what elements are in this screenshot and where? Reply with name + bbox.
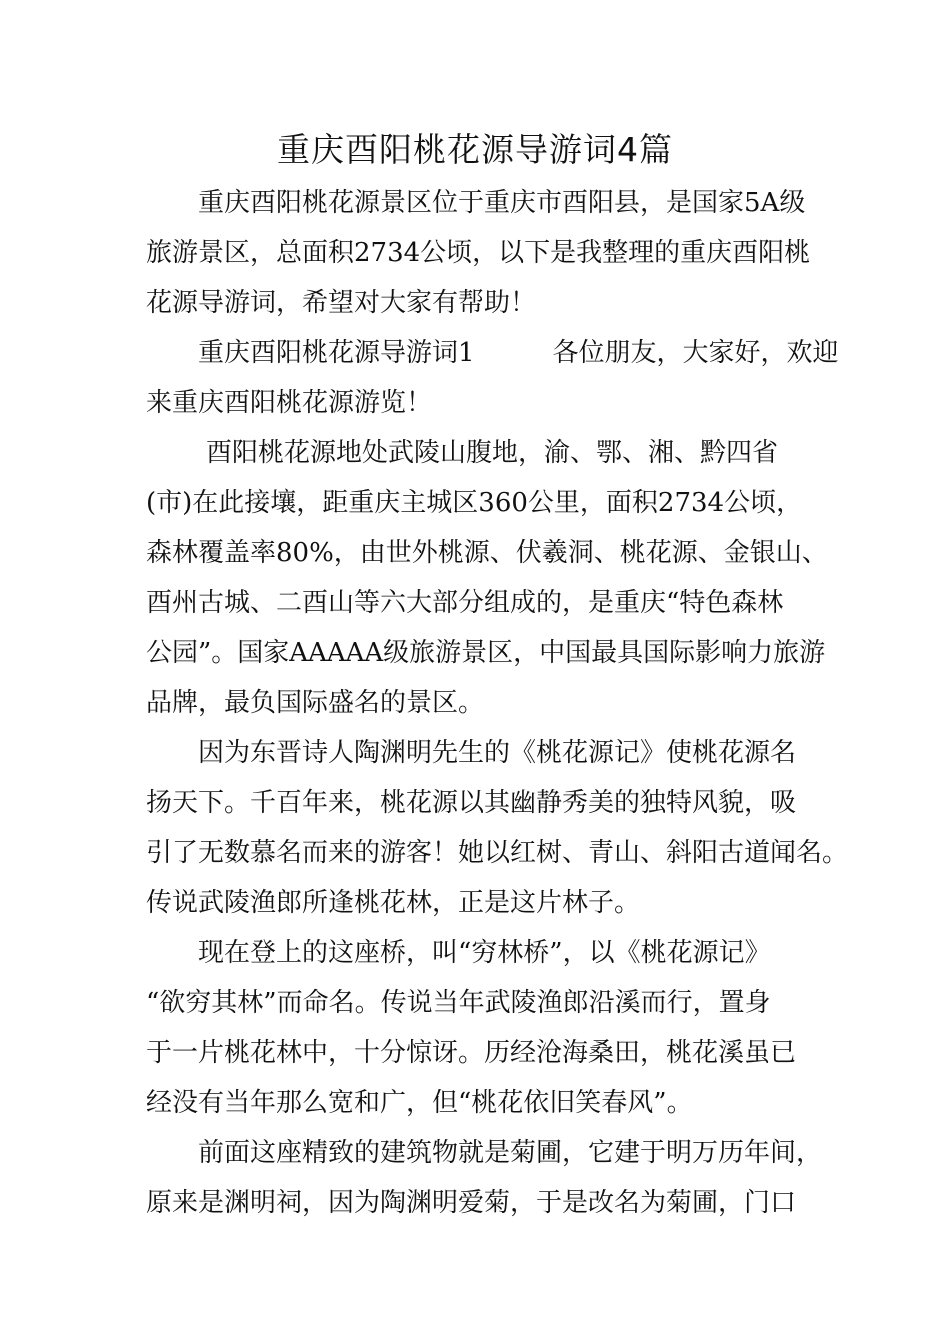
- location-paragraph: [146, 428, 828, 728]
- document-title: 重庆酉阳桃花源导游词4篇: [277, 130, 673, 169]
- text-line: 重庆酉阳桃花源景区位于重庆市酉阳县，是国家5A级: [198, 188, 806, 218]
- history-paragraph: [146, 728, 849, 928]
- text-line: 经没有当年那么宽和广，但“桃花依旧笑春风”。: [146, 1088, 693, 1118]
- intro-paragraph: [146, 178, 816, 328]
- text-line: 森林覆盖率80%，由世外桃源、伏羲洞、桃花源、金银山、: [146, 538, 828, 568]
- document-body: [146, 178, 849, 1228]
- text-line: 品牌，最负国际盛名的景区。: [146, 688, 485, 718]
- text-line: 引了无数慕名而来的游客！她以红树、青山、斜阳古道闻名。: [146, 838, 849, 868]
- text-line: 酉阳桃花源地处武陵山腹地，渝、鄂、湘、黔四省: [206, 438, 779, 468]
- text-line: “欲穷其林”而命名。传说当年武陵渔郎沿溪而行，置身: [146, 988, 771, 1018]
- text-line: 公园”。国家AAAAA级旅游景区，中国最具国际影响力旅游: [146, 638, 826, 668]
- text-line: 旅游景区，总面积2734公顷，以下是我整理的重庆酉阳桃: [146, 238, 811, 268]
- text-line: 花源导游词，希望对大家有帮助！: [146, 288, 537, 318]
- text-line: 现在登上的这座桥，叫“穷林桥”，以《桃花源记》: [198, 938, 771, 968]
- text-line: 扬天下。千百年来，桃花源以其幽静秀美的独特风貌，吸: [146, 788, 797, 818]
- text-line: 前面这座精致的建筑物就是菊圃，它建于明万历年间，: [198, 1138, 823, 1168]
- section-heading-paragraph: [146, 328, 839, 428]
- text-line: 来重庆酉阳桃花源游览！: [146, 388, 433, 418]
- text-line: 于一片桃花林中，十分惊讶。历经沧海桑田，桃花溪虽已: [146, 1038, 797, 1068]
- text-line: 原来是渊明祠，因为陶渊明爱菊，于是改名为菊圃，门口: [146, 1188, 797, 1218]
- bridge-paragraph: [146, 928, 816, 1128]
- text-line: 酉州古城、二酉山等六大部分组成的，是重庆“特色森林: [146, 588, 784, 618]
- text-line: 传说武陵渔郎所逢桃花林，正是这片林子。: [146, 888, 641, 918]
- text-line: 因为东晋诗人陶渊明先生的《桃花源记》使桃花源名: [198, 738, 797, 768]
- text-line: (市)在此接壤，距重庆主城区360公里，面积2734公顷，: [146, 488, 803, 518]
- text-line: 重庆酉阳桃花源导游词1 各位朋友，大家好，欢迎: [198, 338, 839, 368]
- garden-paragraph: [146, 1128, 823, 1228]
